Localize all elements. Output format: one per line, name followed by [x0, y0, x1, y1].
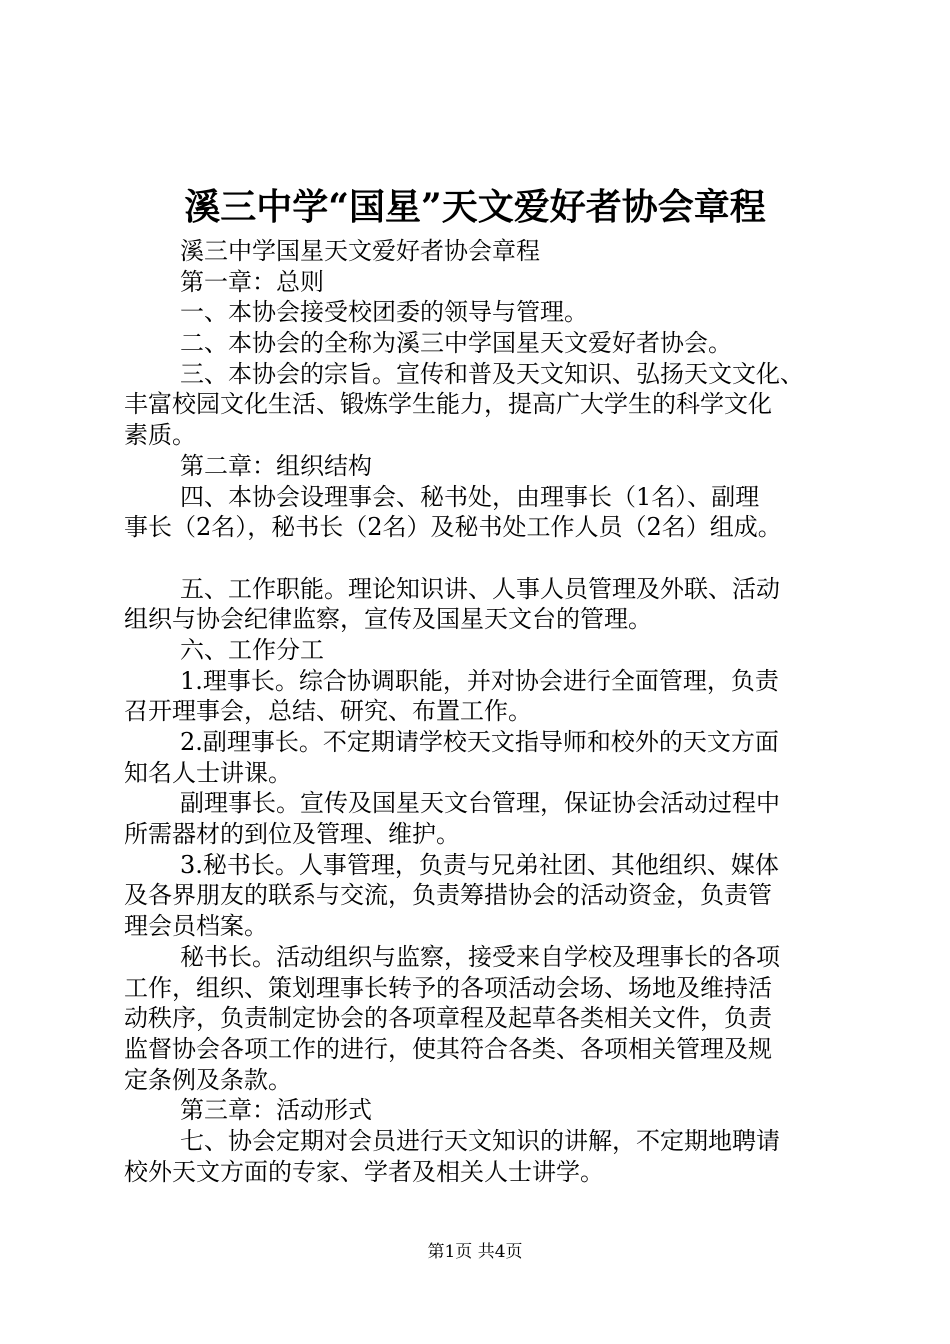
document-body [124, 236, 836, 1187]
body-line: 五、工作职能。理论知识讲、人事人员管理及外联、活动 [180, 574, 780, 603]
body-line: 七、协会定期对会员进行天文知识的讲解，不定期地聘请 [180, 1126, 780, 1155]
blank-line [124, 543, 836, 574]
body-line: 动秩序，负责制定协会的各项章程及起草各类相关文件，负责 [124, 1004, 772, 1033]
body-line: 秘书长。活动组织与监察，接受来自学校及理事长的各项 [180, 942, 780, 971]
body-line: 1.理事长。综合协调职能，并对协会进行全面管理，负责 [180, 666, 779, 695]
chapter-heading: 第一章：总则 [180, 267, 324, 296]
body-line: 监督协会各项工作的进行，使其符合各类、各项相关管理及规 [124, 1034, 772, 1063]
body-line: 三、本协会的宗旨。宣传和普及天文知识、弘扬天文文化、 [180, 359, 804, 388]
page-number: 第1页 共4页 [427, 1242, 523, 1262]
body-line: 定条例及条款。 [124, 1065, 292, 1094]
body-line: 3.秘书长。人事管理，负责与兄弟社团、其他组织、媒体 [180, 850, 779, 879]
body-line: 理会员档案。 [124, 912, 268, 941]
body-line: 及各界朋友的联系与交流，负责筹措协会的活动资金，负责管 [124, 881, 772, 910]
body-line: 四、本协会设理事会、秘书处，由理事长（1名）、副理 [180, 482, 760, 511]
chapter-heading: 第三章：活动形式 [180, 1096, 372, 1125]
document-title: 溪三中学“国星”天文爱好者协会章程 [184, 186, 766, 228]
body-line: 副理事长。宣传及国星天文台管理，保证协会活动过程中 [180, 789, 780, 818]
section-heading: 六、工作分工 [180, 635, 324, 664]
body-line: 知名人士讲课。 [124, 758, 292, 787]
body-line: 工作，组织、策划理事长转予的各项活动会场、场地及维持活 [124, 973, 772, 1002]
body-line: 事长（2名），秘书长（2名）及秘书处工作人员（2名）组成。 [124, 513, 782, 542]
body-line: 召开理事会，总结、研究、布置工作。 [124, 697, 532, 726]
body-line: 组织与协会纪律监察，宣传及国星天文台的管理。 [124, 605, 652, 634]
chapter-heading: 第二章：组织结构 [180, 451, 372, 480]
body-line: 丰富校园文化生活、锻炼学生能力，提高广大学生的科学文化 [124, 390, 772, 419]
body-line: 素质。 [124, 421, 196, 450]
body-line: 2.副理事长。不定期请学校天文指导师和校外的天文方面 [180, 728, 779, 756]
body-line: 所需器材的到位及管理、维护。 [124, 820, 460, 849]
body-line: 二、本协会的全称为溪三中学国星天文爱好者协会。 [180, 329, 732, 358]
body-line: 溪三中学国星天文爱好者协会章程 [180, 237, 540, 265]
body-line: 一、本协会接受校团委的领导与管理。 [180, 298, 588, 327]
body-line: 校外天文方面的专家、学者及相关人士讲学。 [124, 1157, 604, 1186]
